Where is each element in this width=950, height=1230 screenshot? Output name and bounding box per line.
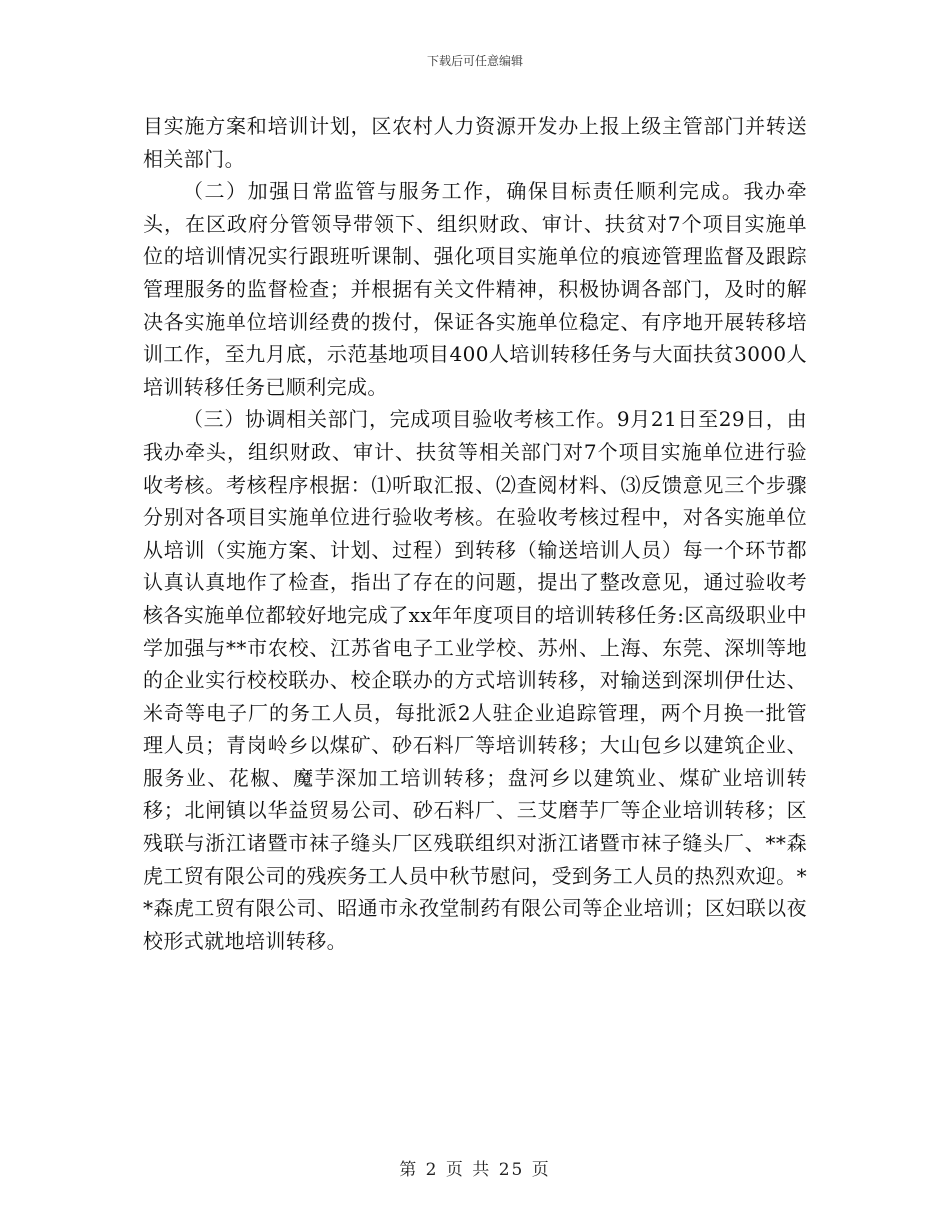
page-number: 第 2 页 共 25 页 (399, 1160, 551, 1180)
paragraph-section-3: （三）协调相关部门，完成项目验收考核工作。9月21日至29日，由我办牵头，组织财政、审计、扶贫等相关部门对7个项目实施单位进行验收考核。考核程序根据：⑴听取汇报、⑵查阅材料、⑶反馈意见三个步骤分别对各项目实施单位进行验收考核。在验收考核过程中，对各实施单位从培训（实施方案、计划、过程）到转移（输送培训人员）每一个环节都认真认真地作了检查，指出了存在的问题，提出了整改意见，通过验收考核各实施单位都较好地完成了xx年年度项目的培训转移任务:区高级职业中学加强与**市农校、江苏省电子工业学校、苏州、上海、东莞、深圳等地的企业实行校校联办、校企联办的方式培训转移，对输送到深圳伊仕达、米奇等电子厂的务工人员，每批派2人驻企业追踪管理，两个月换一批管理人员；青岗岭乡以煤矿、砂石料厂等培训转移；大山包乡以建筑企业、服务业、花椒、魔芋深加工培训转移；盘河乡以建筑业、煤矿业培训转移；北闸镇以华益贸易公司、砂石料厂、三艾磨芋厂等企业培训转移；区残联与浙江诸暨市袜子缝头厂区残联组织对浙江诸暨市袜子缝头厂、**森虎工贸有限公司的残疾务工人员中秋节慰问，受到务工人员的热烈欢迎。**森虎工贸有限公司、昭通市永孜堂制药有限公司等企业培训；区妇联以夜校形式就地培训转移。 (143, 407, 807, 953)
paragraph-continuation: 目实施方案和培训计划，区农村人力资源开发办上报上级主管部门并转送相关部门。 (143, 114, 807, 171)
paragraph-section-2: （二）加强日常监管与服务工作，确保目标责任顺利完成。我办牵头，在区政府分管领导带领下、组织财政、审计、扶贫对7个项目实施单位的培训情况实行跟班听课制、强化项目实施单位的痕迹管理监督及跟踪管理服务的监督检查；并根据有关文件精神，积极协调各部门，及时的解决各实施单位培训经费的拨付，保证各实施单位稳定、有序地开展转移培训工作，至九月底，示范基地项目400人培训转移任务与大面扶贫3000人培训转移任务已顺利完成。 (143, 179, 807, 399)
page-header-note: 下载后可任意编辑 (426, 54, 523, 68)
document-body (143, 110, 807, 957)
